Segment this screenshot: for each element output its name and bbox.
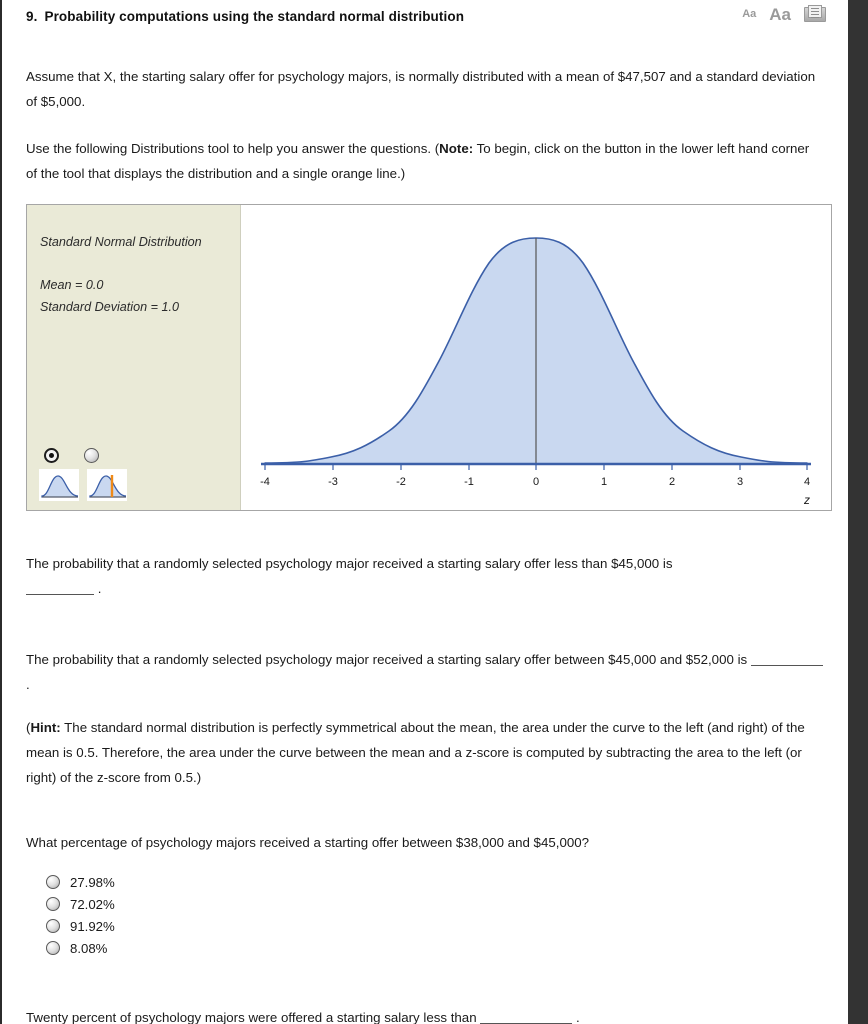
question-2-text: The probability that a randomly selected psychology major received a starting salary offer between $45,000 and $52,000 is: [26, 652, 748, 667]
question-title-text: Probability computations using the standard normal distribution: [44, 9, 465, 24]
radio-mode-distribution-with-line[interactable]: [84, 448, 99, 463]
intro-paragraph-2: [26, 136, 824, 186]
right-scroll-gutter: [848, 0, 868, 1024]
x-axis-title: z: [804, 493, 810, 507]
hint-post-text: The standard normal distribution is perfectly symmetrical about the mean, the area under the curve to the left (and right) of the mean is 0.5. Therefore, the area under the curve between the mean and a z-score is computed by subtracting the area to the left (or right) of the z-score from 0.5.): [26, 720, 805, 785]
exercise-content: [2, 34, 848, 186]
question-1-period: .: [97, 581, 102, 596]
multiple-choice-options[interactable]: [26, 871, 824, 959]
note-post-text: To begin, click on the button in the lower left hand corner of the tool that displays the distribution and a single orange line.): [26, 141, 810, 181]
tick-label: 3: [736, 476, 744, 488]
radio-mode-distribution-only[interactable]: [44, 448, 59, 463]
distributions-tool[interactable]: [26, 204, 832, 511]
increase-font-size-button[interactable]: Aa: [769, 4, 791, 24]
question-1-answer-blank[interactable]: [26, 581, 94, 595]
printer-sheet: [808, 5, 822, 18]
question-4-answer-blank[interactable]: [480, 1010, 572, 1024]
distribution-name: Standard Normal Distribution: [40, 235, 202, 249]
choice-option[interactable]: [46, 871, 824, 893]
tick-label: 2: [668, 476, 676, 488]
thumbnail-distribution-only[interactable]: [39, 469, 79, 501]
question-number: 9.: [26, 9, 38, 24]
question-1: [26, 551, 824, 601]
tick-label: -4: [260, 476, 270, 488]
tick-label: 4: [803, 476, 811, 488]
intro-paragraph-1: Assume that X, the starting salary offer for psychology majors, is normally distributed with a mean of $47,507 and a standard deviation of $5,000.: [26, 69, 816, 109]
tool-mode-radio-group[interactable]: [44, 448, 99, 463]
question-4-text: Twenty percent of psychology majors were offered a starting salary less than: [26, 1010, 477, 1024]
choice-option[interactable]: [46, 937, 824, 959]
choice-label-1: 27.98%: [70, 874, 115, 890]
note-pre-text: Use the following Distributions tool to help you answer the questions. (: [26, 141, 440, 156]
question-2: [26, 647, 824, 697]
question-2-answer-blank[interactable]: [751, 652, 823, 666]
question-1-text: The probability that a randomly selected psychology major received a starting salary offer less than $45,000 is: [26, 556, 673, 571]
header-toolbar: [742, 4, 826, 24]
tick-label: -1: [464, 476, 474, 488]
note-bold-label: Note:: [439, 141, 474, 156]
tool-mode-thumbnails[interactable]: [39, 469, 127, 501]
print-icon[interactable]: [804, 4, 826, 24]
hint-paragraph: [26, 715, 824, 790]
questions-section: [2, 511, 848, 1024]
tick-label: 0: [532, 476, 540, 488]
choice-label-4: 8.08%: [70, 940, 108, 956]
x-axis-tick-labels: [260, 476, 810, 488]
distribution-standard-deviation: Standard Deviation = 1.0: [40, 300, 179, 314]
radio-choice-3[interactable]: [46, 919, 60, 933]
choice-option[interactable]: [46, 893, 824, 915]
distribution-mean: Mean = 0.0: [40, 278, 104, 292]
page-title: [26, 9, 848, 24]
radio-choice-4[interactable]: [46, 941, 60, 955]
question-4: [26, 1005, 824, 1024]
choice-label-3: 91.92%: [70, 918, 115, 934]
radio-choice-1[interactable]: [46, 875, 60, 889]
tick-label: 1: [600, 476, 608, 488]
choice-option[interactable]: [46, 915, 824, 937]
multiple-choice-question: What percentage of psychology majors received a starting offer between $38,000 and $45,000?: [26, 835, 590, 850]
page-header: [2, 0, 848, 34]
decrease-font-size-button[interactable]: Aa: [742, 7, 757, 20]
question-2-period: .: [26, 677, 30, 692]
distribution-plot[interactable]: [241, 205, 831, 510]
tick-label: -2: [396, 476, 406, 488]
tick-label: -3: [328, 476, 338, 488]
normal-curve-svg: [241, 205, 831, 510]
hint-pre-text: (: [26, 720, 31, 735]
hint-bold-label: Hint:: [30, 720, 61, 735]
question-4-period: .: [576, 1010, 580, 1024]
tool-sidebar: [27, 205, 241, 510]
radio-choice-2[interactable]: [46, 897, 60, 911]
choice-label-2: 72.02%: [70, 896, 115, 912]
thumbnail-distribution-with-line[interactable]: [87, 469, 127, 501]
